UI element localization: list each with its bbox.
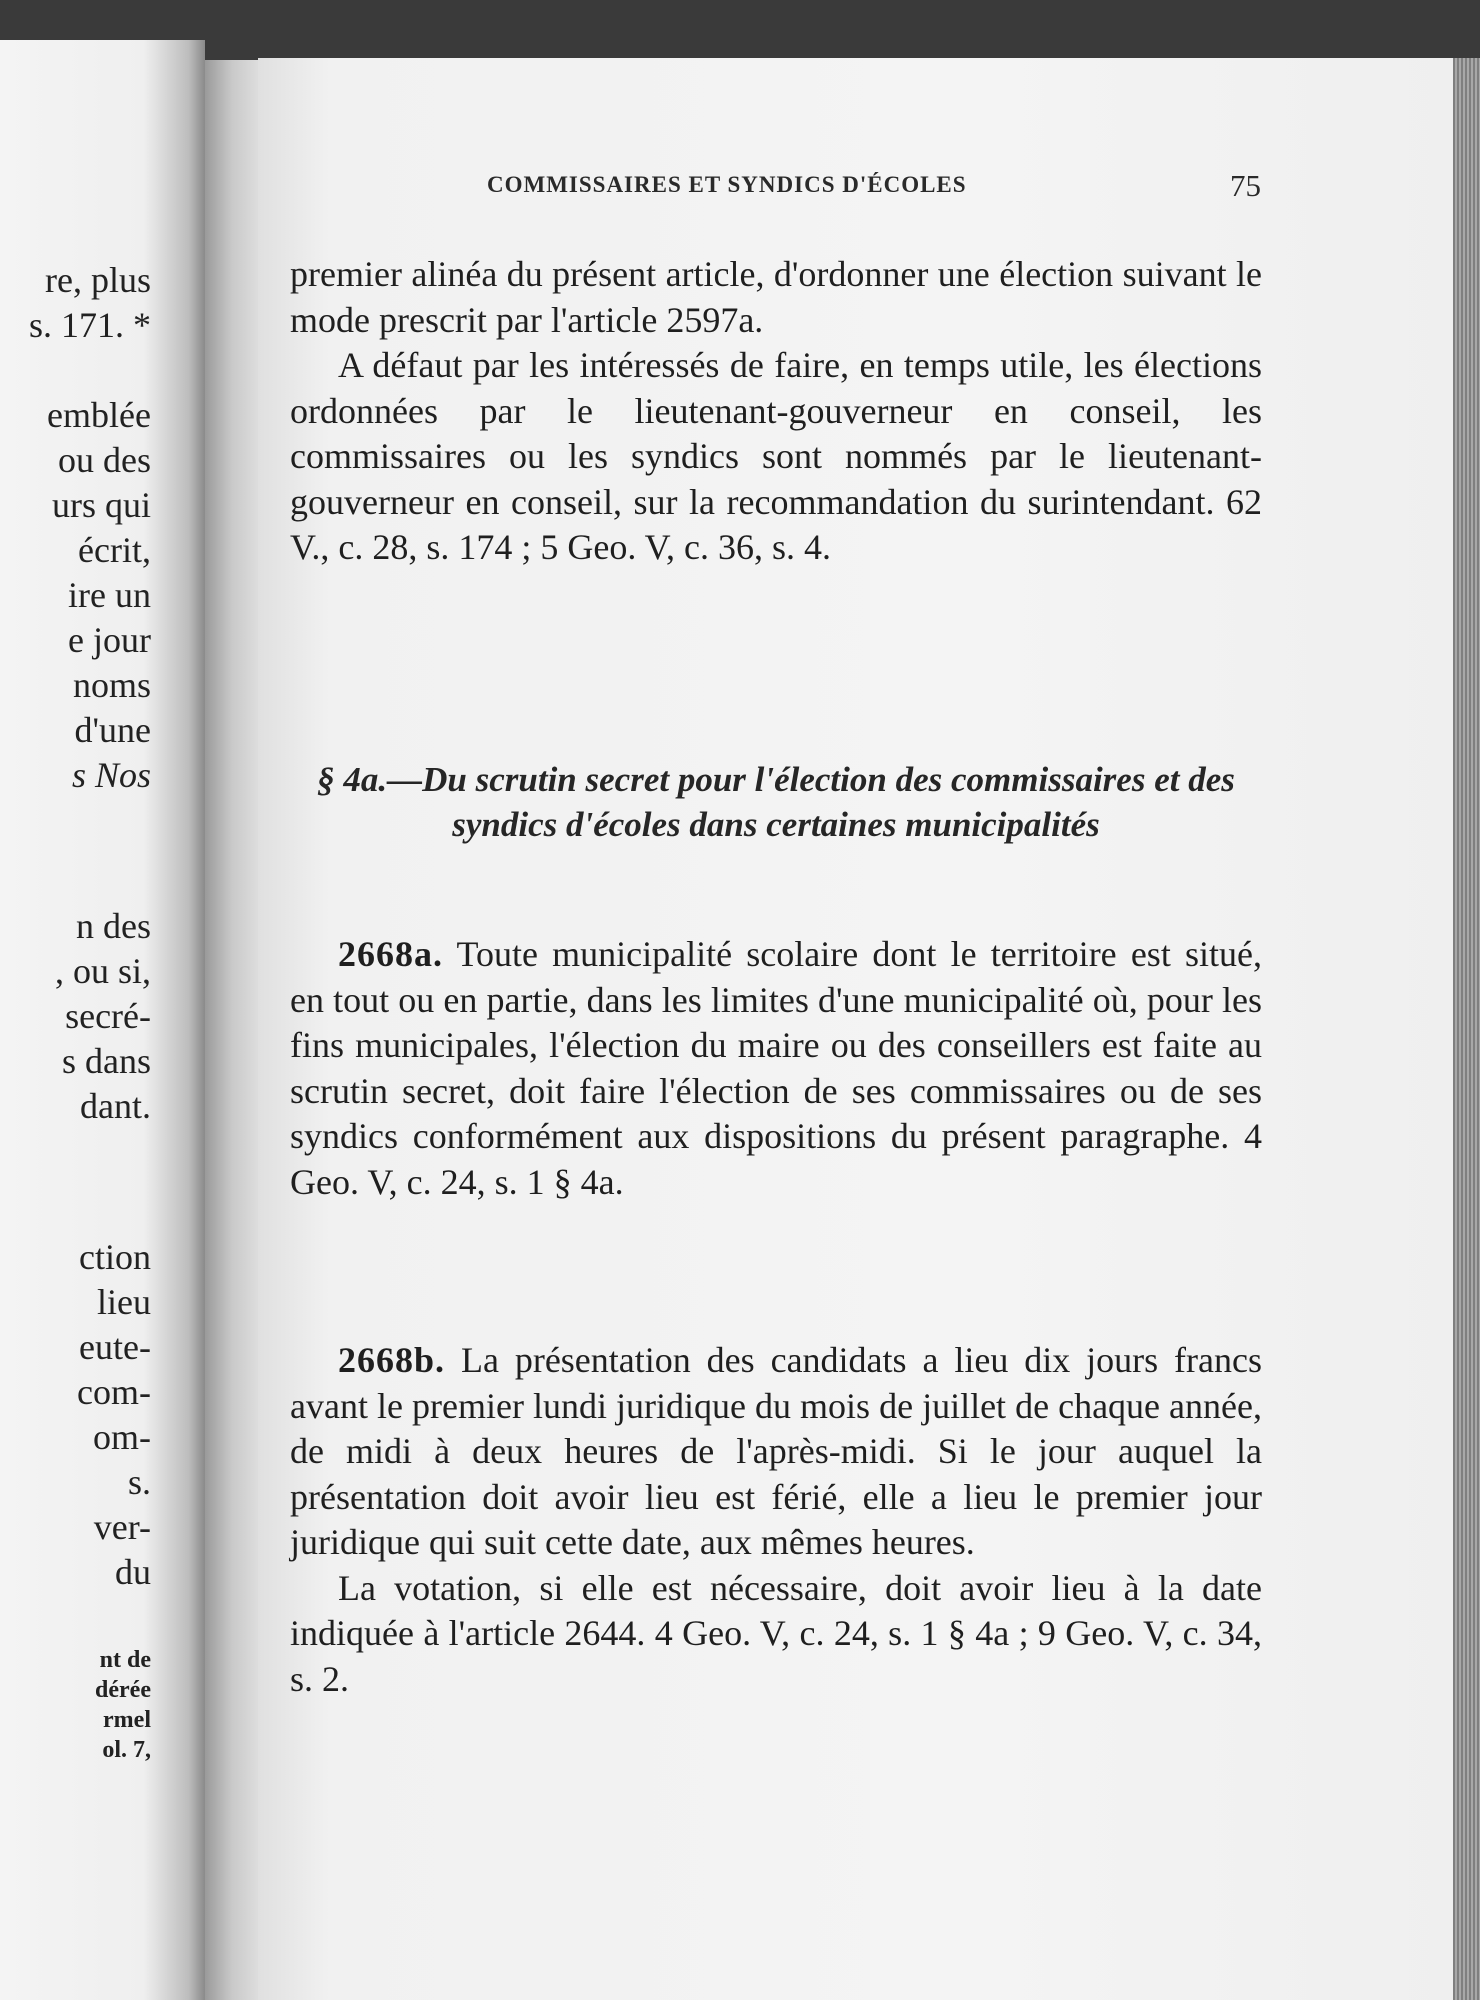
facing-page-line: écrit, [78, 530, 151, 570]
facing-page-line: re, plus [45, 260, 151, 300]
facing-page-line: noms [72, 665, 151, 705]
article-number: 2668b. [338, 1340, 446, 1380]
article-number: 2668a. [338, 934, 443, 974]
facing-page [0, 40, 205, 2000]
facing-page-footnote-line: ol. 7, [102, 1737, 151, 1763]
body-text-top [290, 252, 1262, 571]
facing-page-line: s Nos [71, 755, 151, 795]
facing-page-line: s. [127, 1462, 151, 1502]
facing-page-line: n des [76, 906, 151, 946]
facing-page-line: om- [93, 1417, 151, 1457]
facing-page-line: ou des [58, 440, 151, 480]
section-heading: § 4a.—Du scrutin secret pour l'élection des commissaires et des syndics d'écoles dans certaines municipalités [317, 760, 1235, 844]
article-2668b [290, 1338, 1262, 1702]
article-text: La présentation des candidats a lieu dix jours francs avant le premier lundi juridique du mois de juillet de chaque année, de midi à deux heures de l'après-midi. Si le jour auquel la présentation doit avoir lieu est férié, elle a lieu le premier jour juridique qui suit cette date, aux mêmes heures. [290, 1340, 1262, 1562]
paragraph-continuation: premier alinéa du présent article, d'ordonner une élection suivant le mode prescrit par l'article 2597a. [290, 254, 1262, 340]
article-paragraph [290, 932, 1262, 1205]
facing-page-line: s dans [62, 1041, 151, 1081]
facing-page-line: ver- [93, 1507, 151, 1547]
facing-page-line: du [115, 1552, 151, 1592]
paragraph: La votation, si elle est nécessaire, doit avoir lieu à la date indiquée à l'article 2644. 4 Geo. V, c. 24, s. 1 § 4a ; 9 Geo. V, c. 34, s. 2. [290, 1567, 1262, 1699]
facing-page-line: , ou si, [54, 951, 151, 991]
facing-page-line: e jour [68, 620, 151, 660]
facing-page-line: eute- [79, 1327, 151, 1367]
article-2668a [290, 932, 1262, 1205]
facing-page-line: ire un [68, 575, 151, 615]
page-edge [1453, 58, 1480, 2000]
facing-page-footnote-line: nt de [99, 1647, 151, 1673]
facing-page-line: lieu [97, 1282, 151, 1322]
facing-page-footnote-line: rmel [103, 1707, 151, 1733]
facing-page-line: ction [79, 1237, 151, 1277]
section-heading-block [290, 757, 1262, 847]
facing-page-line: com- [77, 1372, 151, 1412]
facing-page-line: emblée [47, 395, 151, 435]
book-gutter [205, 60, 265, 2000]
paragraph: A défaut par les intéressés de faire, en temps utile, les élections ordonnées par le lieutenant-gouverneur en conseil, les commissaires ou les syndics sont nommés par le lieutenant-gouverneur en conseil, sur la recommandation du surintendant. 62 V., c. 28, s. 174 ; 5 Geo. V, c. 36, s. 4. [290, 345, 1262, 567]
facing-page-line: secré- [65, 996, 151, 1036]
facing-page-line: d'une [74, 710, 151, 750]
running-header: COMMISSAIRES ET SYNDICS D'ÉCOLES [487, 172, 967, 197]
facing-page-footnote-line: dérée [95, 1677, 151, 1703]
facing-page-line: urs qui [52, 485, 151, 525]
facing-page-line: s. 171. * [28, 305, 151, 345]
article-paragraph [290, 1338, 1262, 1566]
page-number: 75 [1230, 168, 1261, 203]
facing-page-line: dant. [80, 1086, 151, 1126]
article-text: Toute municipalité scolaire dont le territoire est situé, en tout ou en partie, dans les limites d'une municipalité où, pour les fins municipales, l'élection du maire ou des conseillers est faite au scrutin secret, doit faire l'élection de ses commissaires ou de ses syndics conformément aux dispositions du présent paragraphe. 4 Geo. V, c. 24, s. 1 § 4a. [290, 934, 1262, 1202]
